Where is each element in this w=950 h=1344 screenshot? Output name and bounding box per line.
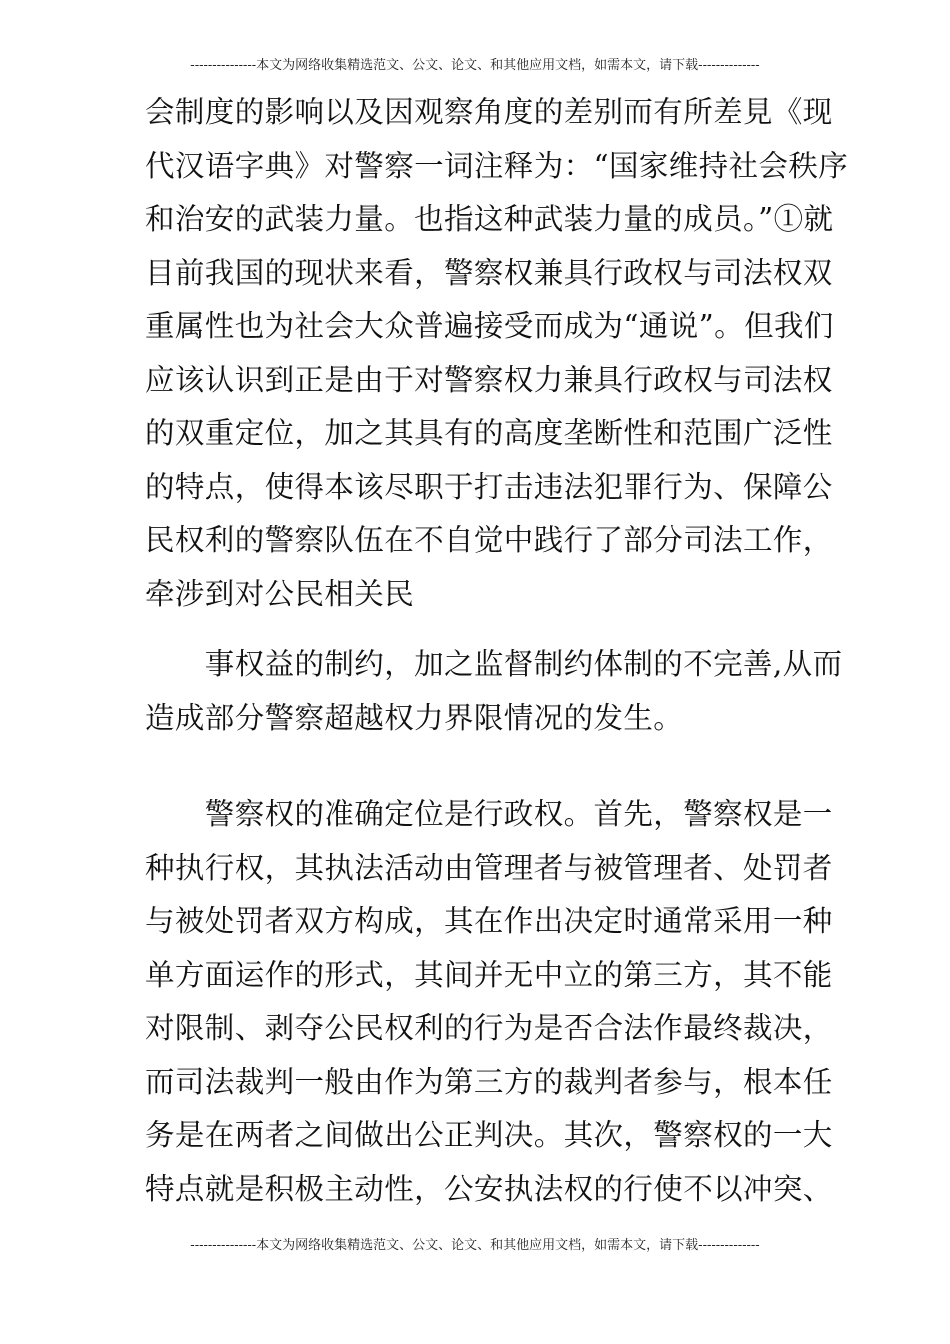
paragraph-line: 与被处罚者双方构成，其在作出决定时通常采用一种 [145,904,833,938]
paragraph-line: 特点就是积极主动性，公安执法权的行使不以冲突、 [145,1171,833,1206]
paragraph-line: 种执行权，其执法活动由管理者与被管理者、处罚者 [145,850,833,885]
paragraph-2 [145,638,843,745]
paragraph-line: 代汉语字典》对警察一词注释为：“国家维持社会秩序 [145,148,849,183]
paragraph-3 [145,788,833,1216]
paragraph-line: 会制度的影响以及因观察角度的差别而有所差見《现 [145,95,833,129]
paragraph-line: 牵涉到对公民相关民 [145,576,415,611]
paragraph-line: 民权利的警察队伍在不自觉中践行了部分司法工作， [145,523,833,557]
paragraph-line: 而司法裁判一般由作为第三方的裁判者参与，根本任 [145,1064,833,1099]
paragraph-1 [145,86,849,621]
paragraph-line: 事权益的制约，加之监督制约体制的不完善,从而 [145,647,843,681]
paragraph-line: 和治安的武装力量。也指这种武装力量的成员。”①就 [145,202,834,236]
paragraph-line: 目前我国的现状来看，警察权兼具行政权与司法权双 [145,255,833,290]
page-header-banner: ---------------本文为网络收集精选范文、公文、论文、和其他应用文档，如需本文，请下载-------------- [190,58,760,73]
page-footer-banner: ---------------本文为网络收集精选范文、公文、论文、和其他应用文档，如需本文，请下载-------------- [190,1238,760,1253]
paragraph-line: 的双重定位，加之其具有的高度垄断性和范围广泛性 [145,416,833,450]
paragraph-line: 警察权的准确定位是行政权。首先，警察权是一 [145,797,833,831]
paragraph-line: 务是在两者之间做出公正判决。其次，警察权的一大 [145,1118,833,1152]
paragraph-line: 应该认识到正是由于对警察权力兼具行政权与司法权 [145,362,833,397]
paragraph-line: 对限制、剥夺公民权利的行为是否合法作最终裁决， [145,1011,833,1045]
paragraph-line: 造成部分警察超越权力界限情况的发生。 [145,700,684,735]
paragraph-line: 重属性也为社会大众普遍接受而成为“通说”。但我们 [145,309,834,343]
paragraph-line: 单方面运作的形式，其间并无中立的第三方，其不能 [145,957,833,992]
paragraph-line: 的特点，使得本该尽职于打击违法犯罪行为、保障公 [145,469,833,504]
